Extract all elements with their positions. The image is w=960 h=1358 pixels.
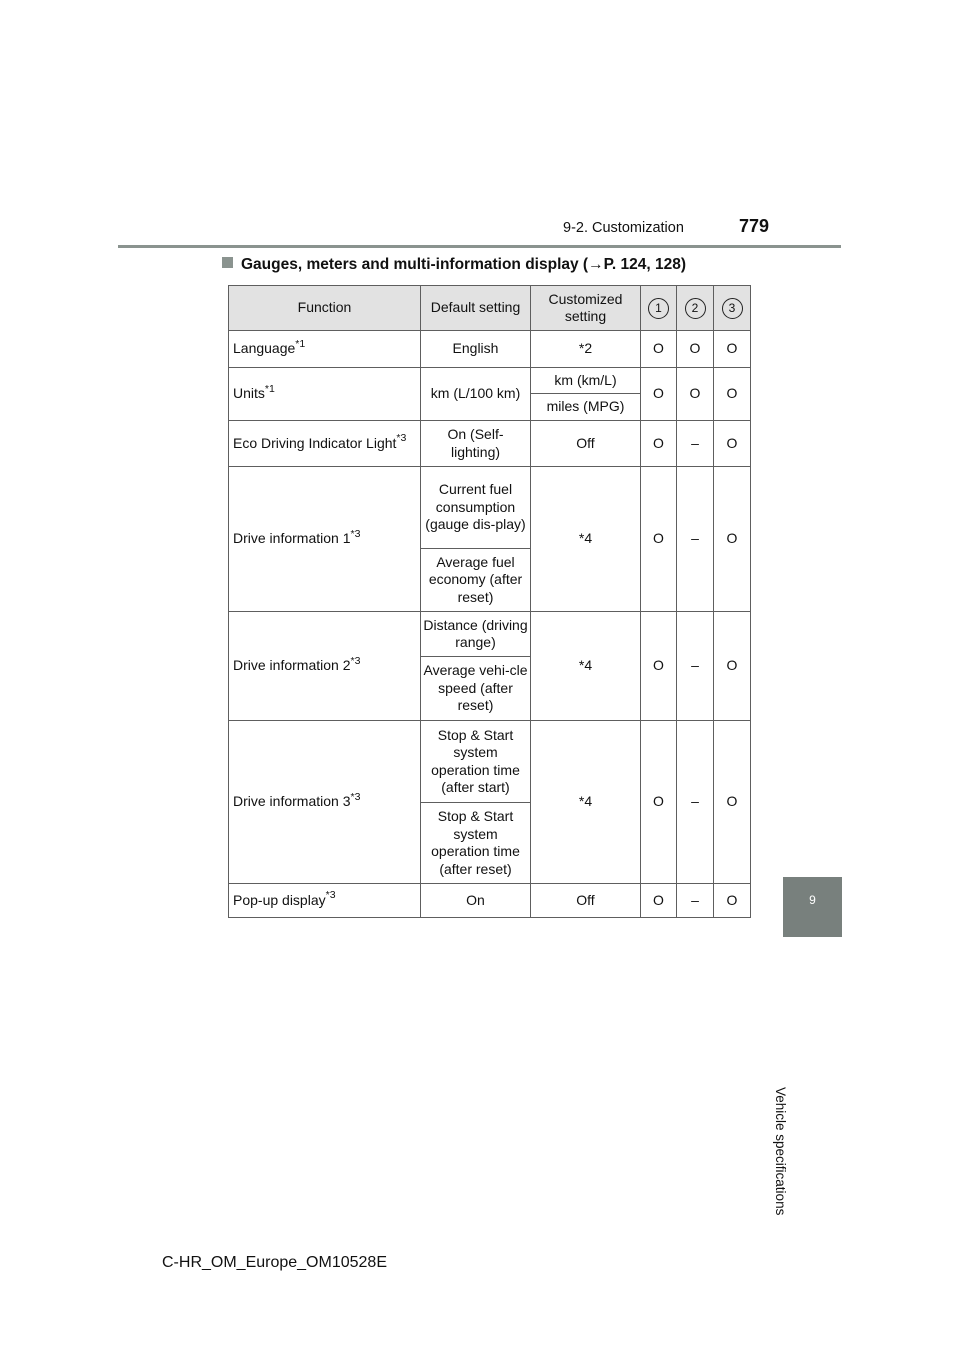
- function-cell: [229, 368, 421, 421]
- setting-3-cell: O: [714, 331, 751, 368]
- setting-1-cell: O: [641, 721, 677, 884]
- function-cell: [229, 721, 421, 884]
- setting-2-cell: –: [677, 421, 714, 467]
- custom-cell: *4: [531, 467, 641, 612]
- column-header-default: Default setting: [421, 286, 531, 331]
- footnote-marker: *3: [396, 432, 407, 445]
- default-cell: On: [421, 884, 531, 918]
- function-text: Drive information 1: [233, 530, 351, 547]
- custom-cell: Off: [531, 884, 641, 918]
- column-header-function: Function: [229, 286, 421, 331]
- function-cell: [229, 612, 421, 721]
- column-header-1: [641, 286, 677, 331]
- custom-cell: *2: [531, 331, 641, 368]
- function-text: Eco Driving Indicator Light: [233, 434, 397, 451]
- table-row: [229, 421, 751, 467]
- setting-2-cell: –: [677, 884, 714, 918]
- setting-2-cell: –: [677, 467, 714, 612]
- chapter-tab: 9: [783, 877, 842, 937]
- footnote-marker: *3: [350, 654, 361, 667]
- section-heading: [222, 256, 686, 274]
- setting-3-cell: O: [714, 612, 751, 721]
- column-header-2: [677, 286, 714, 331]
- default-cell: Stop & Start system operation time (after reset): [421, 803, 531, 884]
- setting-2-cell: –: [677, 721, 714, 884]
- table-row: [229, 721, 751, 803]
- section-heading-text: Gauges, meters and multi-information display (→P. 124, 128): [241, 256, 687, 273]
- function-text: Drive information 3: [233, 793, 351, 810]
- custom-cell: km (km/L): [531, 368, 641, 394]
- default-cell: Stop & Start system operation time (after start): [421, 721, 531, 803]
- setting-2-cell: O: [677, 331, 714, 368]
- default-cell: Average vehi-cle speed (after reset): [421, 657, 531, 721]
- setting-1-cell: O: [641, 421, 677, 467]
- default-cell: Current fuel consumption (gauge dis-play): [421, 467, 531, 549]
- header-divider: [118, 245, 841, 248]
- function-text: Pop-up display: [233, 891, 326, 908]
- setting-2-cell: –: [677, 612, 714, 721]
- default-cell: km (L/100 km): [421, 368, 531, 421]
- custom-cell: *4: [531, 721, 641, 884]
- setting-1-cell: O: [641, 467, 677, 612]
- function-cell: [229, 421, 421, 467]
- setting-3-cell: O: [714, 721, 751, 884]
- setting-1-cell: O: [641, 331, 677, 368]
- footnote-marker: *3: [350, 527, 361, 540]
- setting-3-cell: O: [714, 368, 751, 421]
- custom-cell: Off: [531, 421, 641, 467]
- circled-number-3: 3: [722, 298, 743, 319]
- document-footer: C-HR_OM_Europe_OM10528E: [162, 1254, 387, 1271]
- chapter-label: Vehicle specifications: [773, 1087, 788, 1216]
- function-cell: [229, 467, 421, 612]
- custom-cell: miles (MPG): [531, 394, 641, 421]
- footnote-marker: *3: [350, 790, 361, 803]
- default-cell: Distance (driving range): [421, 612, 531, 657]
- setting-3-cell: O: [714, 421, 751, 467]
- table-row: [229, 884, 751, 918]
- function-cell: [229, 884, 421, 918]
- setting-2-cell: O: [677, 368, 714, 421]
- setting-3-cell: O: [714, 884, 751, 918]
- footnote-marker: *1: [295, 337, 306, 350]
- customization-table: [228, 285, 751, 918]
- page-number: 779: [739, 216, 770, 236]
- column-header-3: [714, 286, 751, 331]
- section-title: 9-2. Customization: [563, 220, 684, 236]
- default-cell: Average fuel economy (after reset): [421, 549, 531, 612]
- custom-cell: *4: [531, 612, 641, 721]
- setting-1-cell: O: [641, 884, 677, 918]
- setting-3-cell: O: [714, 467, 751, 612]
- function-cell: [229, 331, 421, 368]
- setting-1-cell: O: [641, 368, 677, 421]
- function-text: Units: [233, 385, 265, 402]
- function-text: Drive information 2: [233, 657, 351, 674]
- table-header-row: [229, 286, 751, 331]
- default-cell: On (Self-lighting): [421, 421, 531, 467]
- circled-number-2: 2: [685, 298, 706, 319]
- table-row: [229, 331, 751, 368]
- column-header-customized: Customized setting: [531, 286, 641, 331]
- footnote-marker: *3: [325, 889, 336, 902]
- square-bullet-icon: [222, 257, 233, 268]
- function-text: Language: [233, 340, 296, 357]
- table-row: [229, 368, 751, 394]
- table-row: [229, 612, 751, 657]
- setting-1-cell: O: [641, 612, 677, 721]
- circled-number-1: 1: [648, 298, 669, 319]
- footnote-marker: *1: [264, 382, 275, 395]
- table-row: [229, 467, 751, 549]
- default-cell: English: [421, 331, 531, 368]
